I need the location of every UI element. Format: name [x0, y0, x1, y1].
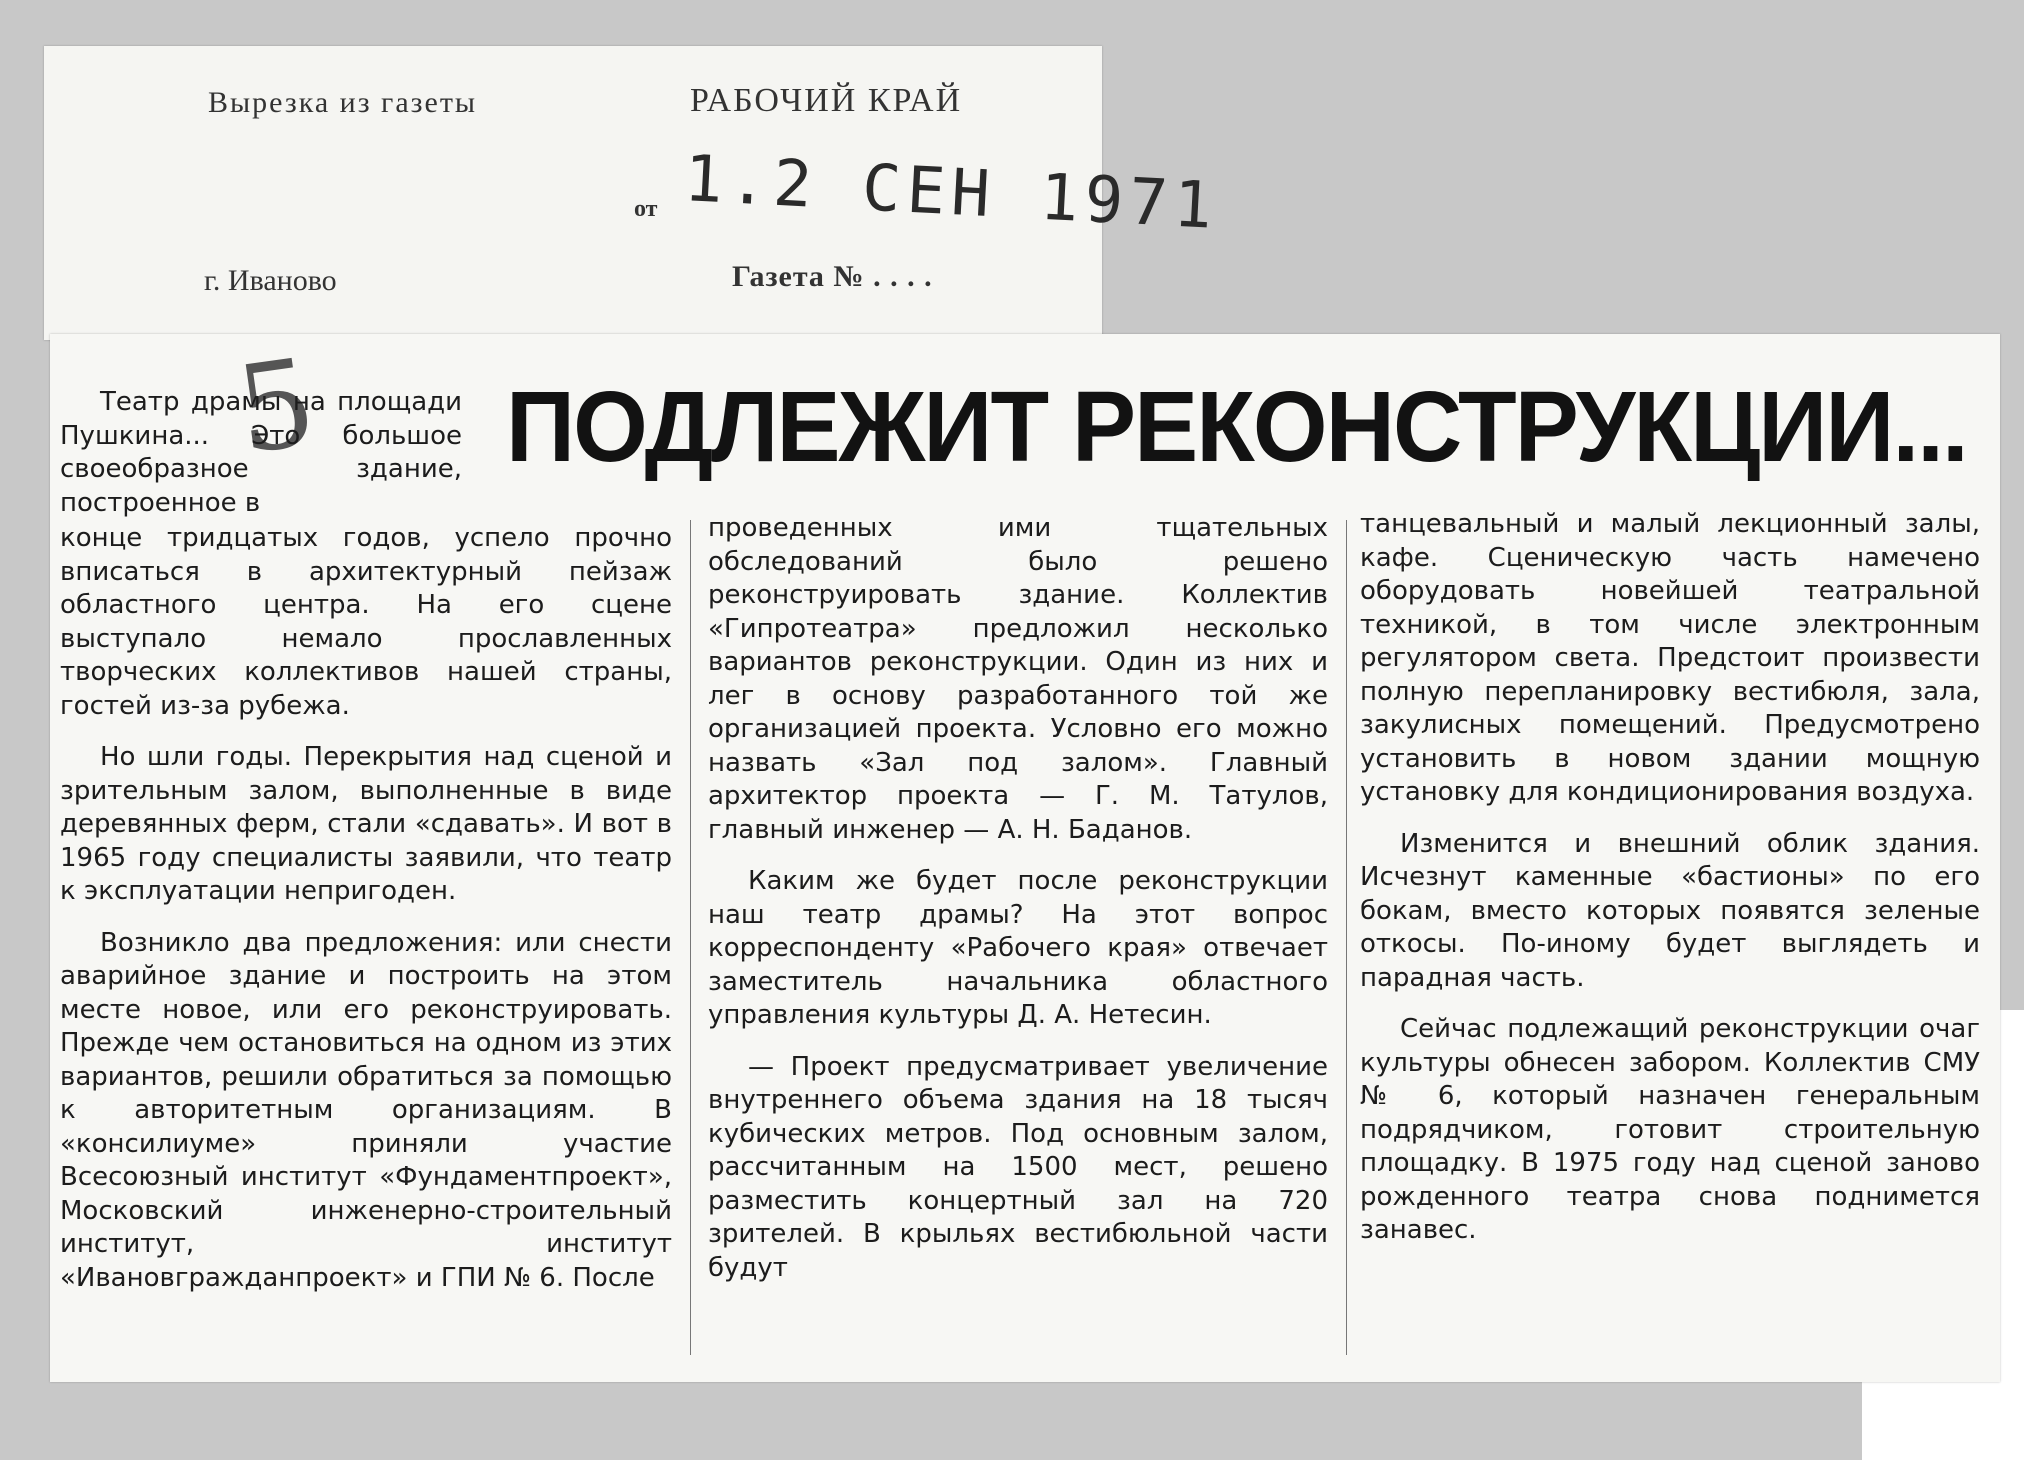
paragraph: Изменится и внешний облик здания. Исчезнут каменные «бастионы» по его бокам, вместо которых появятся зеленые откосы. По-иному будет выглядеть и парадная часть.	[1360, 828, 1980, 993]
paragraph: проведенных ими тщательных обследований было решено реконструировать здание. Коллектив «Гипротеатра» предложил несколько вариантов реконструкции. Один из них и лег в основу разработанного той же организацией проекта. Условно его можно назвать «Зал под залом». Главный архитектор проекта — Г. М. Татулов, главный инженер — А. Н. Баданов.	[708, 513, 1328, 845]
paragraph: Каким же будет после реконструкции наш театр драмы? На этот вопрос корреспонденту «Рабочего края» отвечает заместитель начальника областного управления культуры Д. А. Нетесин.	[708, 866, 1328, 1030]
paragraph: Возникло два предложения: или снести аварийное здание и построить на этом месте новое, или его реконструировать. Прежде чем остановиться на одном из этих вариантов, решили обратиться за помощью к авторитетным организациям. В «консилиуме» приняли участие Всесоюзный институт «Фундаментпроект», Московский инженерно-строительный институт, институт «Ивановгражданпроект» и ГПИ № 6. После	[60, 927, 672, 1293]
paragraph: Но шли годы. Перекрытия над сценой и зрительным залом, выполненные в виде деревянных ферм, стали «сдавать». И вот в 1965 году специалисты заявили, что театр к эксплуатации непригоден.	[60, 742, 672, 906]
paragraph: — Проект предусматривает увеличение внутреннего объема здания на 18 тысяч кубических метров. Под основным залом, рассчитанным на 1500 мест, решено разместить концертный зал на 720 зрителей. В крыльях вестибюльной части будут	[708, 1051, 1328, 1283]
column-divider	[690, 520, 691, 1355]
article-column-3	[1360, 508, 1980, 1248]
article-headline: ПОДЛЕЖИТ РЕКОНСТРУКЦИИ...	[506, 371, 1967, 483]
date-stamp: 1.2 СЕН 1971	[682, 142, 1220, 244]
date-from-label: от	[634, 196, 658, 222]
city-label: г. Иваново	[204, 264, 337, 297]
issue-number-label: Газета № . . . .	[732, 260, 933, 293]
paragraph: танцевальный и малый лекционный залы, кафе. Сценическую часть намечено оборудовать новейшей театральной техникой, в том числе электронным регулятором света. Предстоит произвести полную перепланировку вестибюля, зала, закулисных помещений. Предусмотрено установить в новом здании мощную установку для кондиционирования воздуха.	[1360, 509, 1980, 807]
article-column-2	[708, 512, 1328, 1285]
article-intro	[60, 386, 462, 520]
pencil-mark: 5	[228, 333, 324, 482]
column-divider	[1346, 520, 1347, 1355]
newspaper-name: РАБОЧИЙ КРАЙ	[690, 82, 963, 119]
paragraph: конце тридцатых годов, успело прочно вписаться в архитектурный пейзаж областного центра. На его сцене выступало немало прославленных творческих коллективов нашей страны, гостей из-за рубежа.	[60, 523, 672, 721]
clipping-label: Вырезка из газеты	[208, 86, 478, 119]
intro-paragraph: Театр драмы на площади Пушкина... Это большое своеобразное здание, построенное в	[60, 387, 462, 518]
clipping-header-slip	[44, 46, 1220, 340]
paragraph: Сейчас подлежащий реконструкции очаг культуры обнесен забором. Коллектив СМУ № 6, который назначен генеральным подрядчиком, готовит строительную площадку. В 1975 году над сценой заново рожденного театра снова поднимется занавес.	[1360, 1014, 1980, 1245]
article-column-1	[60, 522, 672, 1295]
